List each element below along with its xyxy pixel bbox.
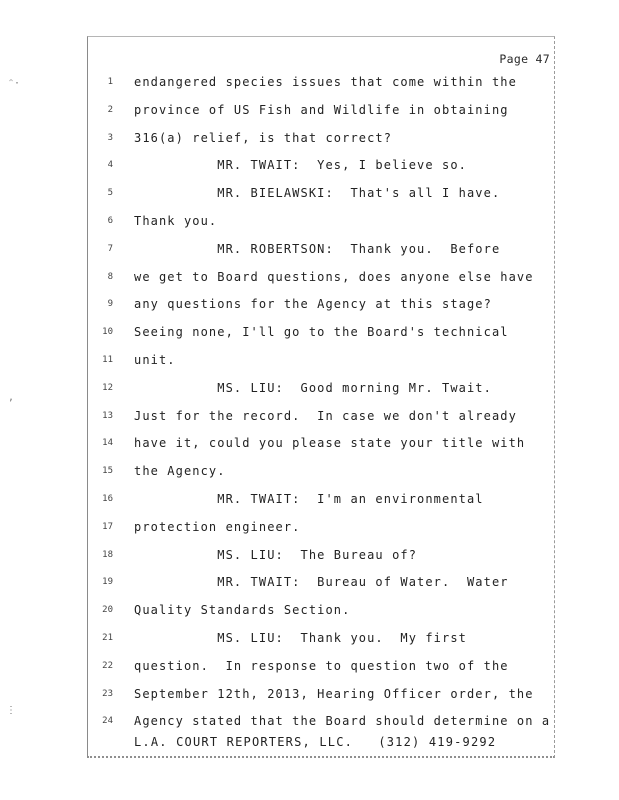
transcript-line (0, 323, 560, 341)
line-number: 16 (102, 494, 113, 504)
court-reporter-footer: L.A. COURT REPORTERS, LLC. (312) 419-9292 (134, 735, 497, 749)
line-number: 24 (102, 716, 113, 727)
line-text: 316(a) relief, is that correct? (134, 130, 393, 145)
line-text: Quality Standards Section. (134, 603, 351, 618)
line-number: 15 (102, 466, 113, 477)
line-text: question. In response to question two of the (134, 658, 509, 673)
line-text: MR. TWAIT: Yes, I believe so. (134, 158, 467, 173)
transcript-line (0, 407, 560, 425)
line-number: 20 (102, 605, 113, 616)
transcript-line (0, 351, 560, 369)
line-number: 10 (102, 327, 113, 338)
transcript-line (0, 268, 560, 286)
line-text: endangered species issues that come within the (134, 75, 517, 89)
line-number: 2 (107, 104, 113, 115)
line-text: any questions for the Agency at this stage? (134, 297, 492, 312)
line-text: unit. (134, 353, 176, 367)
transcript-line (0, 129, 560, 147)
line-text: we get to Board questions, does anyone else have (134, 269, 534, 284)
line-number: 9 (107, 299, 113, 310)
transcript-line (0, 184, 560, 202)
line-number: 13 (102, 410, 113, 421)
line-text: MR. BIELAWSKI: That's all I have. (134, 186, 501, 201)
line-text: Seeing none, I'll go to the Board's technical (134, 325, 509, 340)
line-text: province of US Fish and Wildlife in obtaining (134, 102, 509, 117)
line-number: 17 (102, 521, 113, 532)
line-text: September 12th, 2013, Hearing Officer order, the (134, 686, 534, 701)
transcript-line (0, 295, 560, 313)
line-number: 18 (102, 549, 113, 560)
line-text: MS. LIU: Good morning Mr. Twait. (134, 380, 492, 395)
transcript-line (0, 434, 560, 452)
scan-mark: , (8, 392, 15, 403)
transcript-line (0, 712, 560, 730)
line-text: Thank you. (134, 214, 218, 228)
line-number: 5 (107, 188, 113, 199)
line-number: 12 (102, 382, 113, 393)
line-text: the Agency. (134, 464, 226, 479)
line-number: 6 (107, 216, 113, 226)
transcript-line (0, 601, 560, 619)
page-number: Page 47 (499, 52, 550, 66)
transcript-line (0, 546, 560, 564)
transcript-line (0, 490, 560, 508)
line-text: Agency stated that the Board should determine on a (134, 714, 551, 729)
line-text: protection engineer. (134, 519, 301, 534)
line-text: Just for the record. In case we don't already (134, 408, 517, 423)
line-text: MR. TWAIT: I'm an environmental (134, 492, 484, 506)
line-number: 21 (102, 633, 113, 643)
transcript-line (0, 379, 560, 397)
transcript-line (0, 462, 560, 480)
transcript-line (0, 101, 560, 119)
line-text: MS. LIU: The Bureau of? (134, 547, 418, 562)
transcript-line (0, 573, 560, 591)
scan-mark: ᵔ· (8, 78, 21, 89)
line-text: MS. LIU: Thank you. My first (134, 631, 467, 645)
line-number: 8 (107, 271, 113, 282)
scan-mark: ⋮ (6, 705, 16, 716)
line-text: MR. TWAIT: Bureau of Water. Water (134, 575, 509, 590)
line-number: 11 (102, 355, 113, 365)
line-text: MR. ROBERTSON: Thank you. Before (134, 241, 501, 256)
transcript-line (0, 629, 560, 647)
transcript-line (0, 685, 560, 703)
transcript-line (0, 518, 560, 536)
line-number: 7 (107, 243, 113, 254)
line-number: 3 (107, 132, 113, 143)
transcript-line (0, 657, 560, 675)
line-text: have it, could you please state your title with (134, 436, 526, 451)
transcript-line (0, 240, 560, 258)
line-number: 19 (102, 577, 113, 588)
line-number: 22 (102, 660, 113, 671)
line-number: 1 (107, 77, 113, 87)
line-number: 4 (107, 160, 113, 171)
line-number: 14 (102, 438, 113, 449)
transcript-line (0, 156, 560, 174)
transcript-line (0, 73, 560, 91)
line-number: 23 (102, 688, 113, 699)
transcript-line (0, 212, 560, 230)
